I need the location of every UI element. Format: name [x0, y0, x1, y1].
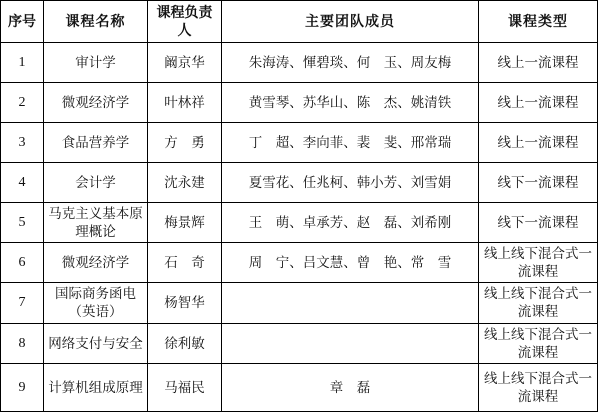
table-row	[1, 163, 598, 203]
row-course-name: 国际商务函电（英语）	[44, 283, 148, 324]
row-course-name: 微观经济学	[44, 243, 148, 283]
row-type: 线上一流课程	[479, 123, 598, 163]
row-type: 线下一流课程	[479, 163, 598, 203]
table-row	[1, 364, 598, 412]
row-type: 线上线下混合式一流课程	[479, 283, 598, 324]
row-type: 线上一流课程	[479, 83, 598, 123]
row-members: 周 宁、吕文慧、曾 艳、常 雪	[222, 243, 479, 283]
row-index: 9	[1, 364, 44, 412]
row-index: 1	[1, 43, 44, 83]
row-lead: 叶林祥	[148, 83, 222, 123]
header-row	[1, 1, 598, 43]
header-index: 序号	[1, 1, 44, 43]
row-course-name: 微观经济学	[44, 83, 148, 123]
row-index: 3	[1, 123, 44, 163]
row-index: 5	[1, 203, 44, 243]
row-members: 夏雪花、任兆柯、韩小芳、刘雪娟	[222, 163, 479, 203]
row-members: 章 磊	[222, 364, 479, 412]
row-course-name: 网络支付与安全	[44, 324, 148, 364]
header-course-name: 课程名称	[44, 1, 148, 43]
row-members: 丁 超、李向菲、裴 斐、邢常瑞	[222, 123, 479, 163]
row-course-name: 马克主义基本原理概论	[44, 203, 148, 243]
row-index: 4	[1, 163, 44, 203]
table-row	[1, 123, 598, 163]
row-course-name: 审计学	[44, 43, 148, 83]
row-lead: 沈永建	[148, 163, 222, 203]
row-members: 王 萌、卓承芳、赵 磊、刘希刚	[222, 203, 479, 243]
row-type: 线上一流课程	[479, 43, 598, 83]
row-lead: 方 勇	[148, 123, 222, 163]
table-row	[1, 203, 598, 243]
row-index: 6	[1, 243, 44, 283]
header-members: 主要团队成员	[222, 1, 479, 43]
row-index: 2	[1, 83, 44, 123]
row-course-name: 食品营养学	[44, 123, 148, 163]
row-course-name: 会计学	[44, 163, 148, 203]
header-type: 课程类型	[479, 1, 598, 43]
row-lead: 阚京华	[148, 43, 222, 83]
row-members: 朱海涛、惲碧琰、何 玉、周友梅	[222, 43, 479, 83]
table-row	[1, 243, 598, 283]
row-lead: 石 奇	[148, 243, 222, 283]
row-type: 线上线下混合式一流课程	[479, 364, 598, 412]
table-row	[1, 324, 598, 364]
row-lead: 马福民	[148, 364, 222, 412]
header-lead: 课程负责人	[148, 1, 222, 43]
row-members: 黄雪琴、苏华山、陈 杰、姚清铁	[222, 83, 479, 123]
row-index: 7	[1, 283, 44, 324]
row-type: 线下一流课程	[479, 203, 598, 243]
row-lead: 梅景辉	[148, 203, 222, 243]
row-type: 线上线下混合式一流课程	[479, 324, 598, 364]
table-row	[1, 43, 598, 83]
row-type: 线上线下混合式一流课程	[479, 243, 598, 283]
table-row	[1, 283, 598, 324]
row-lead: 杨智华	[148, 283, 222, 324]
row-members	[222, 324, 479, 364]
row-index: 8	[1, 324, 44, 364]
row-members	[222, 283, 479, 324]
row-course-name: 计算机组成原理	[44, 364, 148, 412]
row-lead: 徐利敏	[148, 324, 222, 364]
table-row	[1, 83, 598, 123]
